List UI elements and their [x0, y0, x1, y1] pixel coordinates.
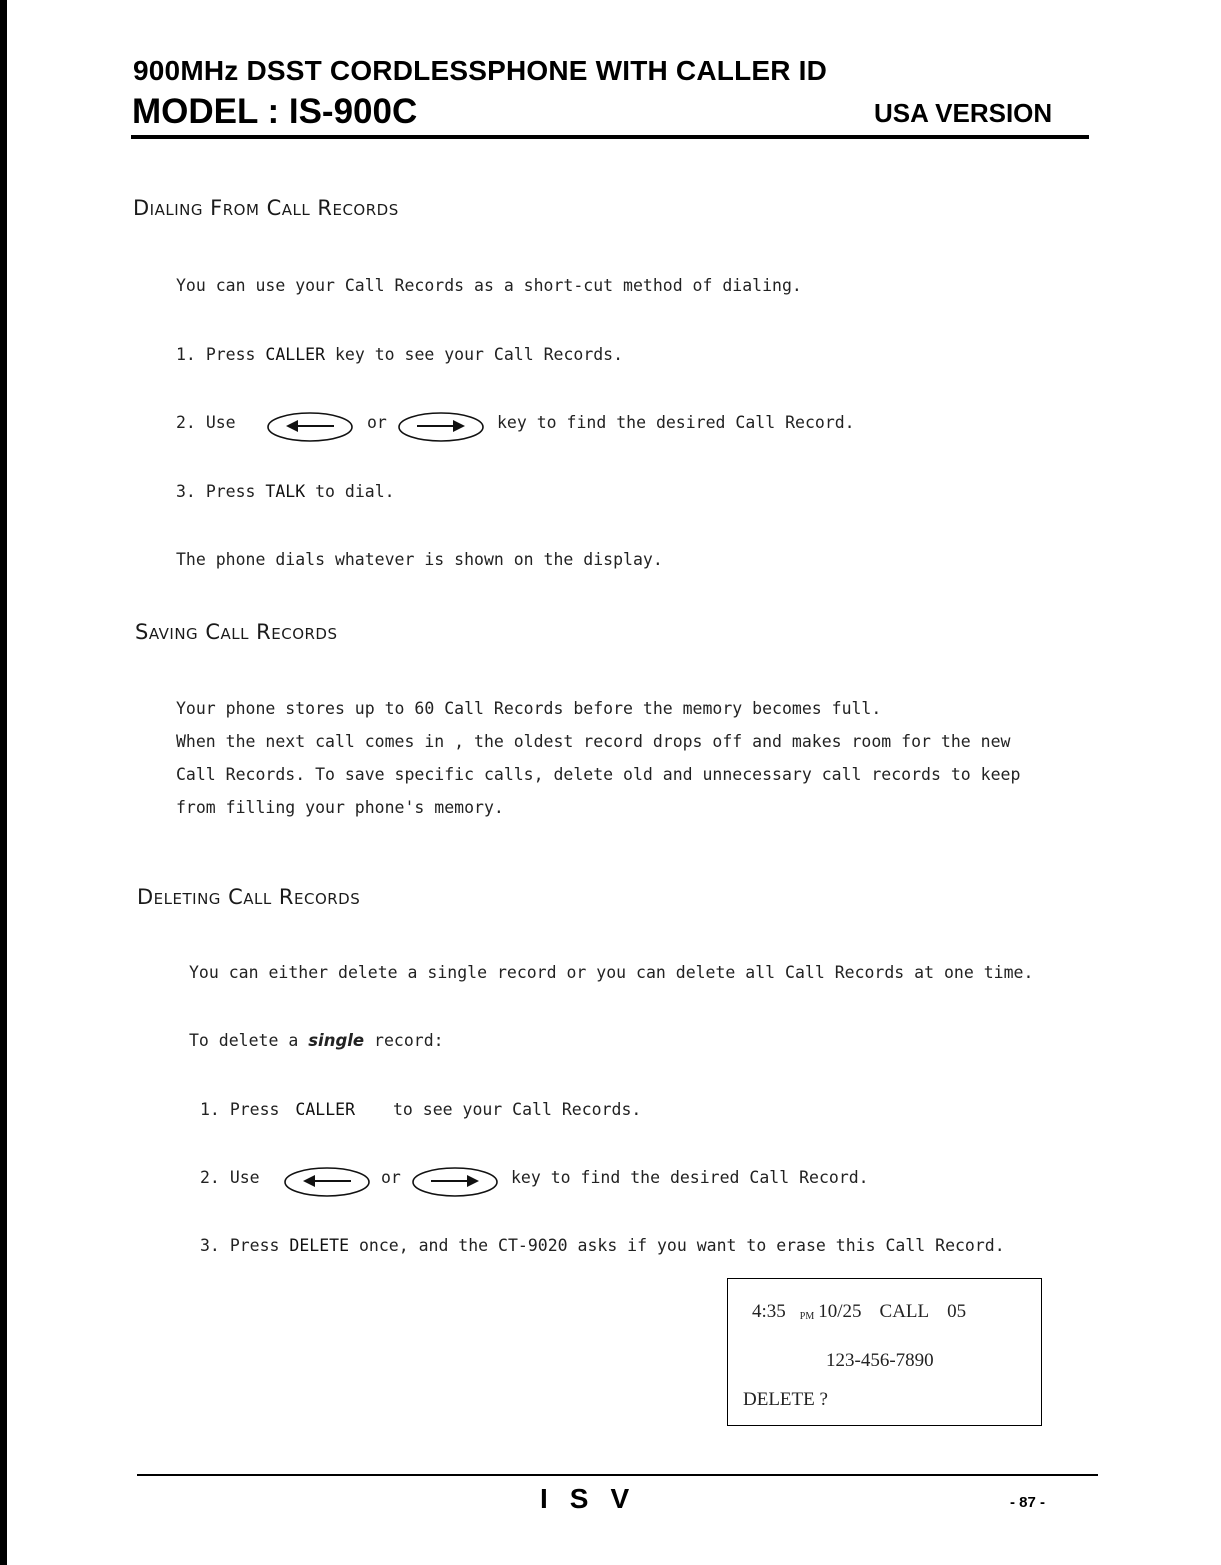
- display-call-label: CALL: [879, 1301, 930, 1322]
- page-number: - 87 -: [1010, 1494, 1046, 1511]
- section-heading-dialing: Dialing From Call Records: [133, 196, 399, 220]
- saving-paragraph: [176, 692, 1020, 824]
- step-text: to see your Call Records.: [392, 1100, 642, 1119]
- deleting-step-2-suffix: key to find the desired Call Record.: [511, 1168, 869, 1187]
- step-number: 3.: [200, 1236, 220, 1255]
- caller-key-label: CALLER: [295, 1100, 356, 1119]
- display-phone-number: 123-456-7890: [826, 1350, 934, 1371]
- step-text: to dial.: [315, 482, 395, 501]
- dialing-step-2-suffix: key to find the desired Call Record.: [497, 413, 855, 432]
- right-arrow-key-icon: [411, 1165, 499, 1199]
- step-number: 1.: [200, 1100, 220, 1119]
- footer-divider: [137, 1474, 1098, 1476]
- display-call-number: 05: [947, 1301, 967, 1322]
- dialing-step-1: [176, 345, 623, 364]
- dialing-intro: You can use your Call Records as a short-cut method of dialing.: [176, 276, 802, 295]
- step-text: Use: [229, 1168, 260, 1187]
- subheading-emphasis: single: [308, 1031, 365, 1050]
- display-ampm: PM: [799, 1311, 815, 1322]
- subheading-text: record:: [374, 1031, 444, 1050]
- step-number: 1.: [176, 345, 196, 364]
- dialing-outro: The phone dials whatever is shown on the display.: [176, 550, 663, 569]
- paragraph-line: Call Records. To save specific calls, delete old and unnecessary call records to keep: [176, 765, 1021, 784]
- step-text: Press: [205, 482, 256, 501]
- model-title: MODEL : IS-900C: [132, 92, 418, 131]
- deleting-step-3: [200, 1236, 1005, 1255]
- display-status-line: [752, 1301, 966, 1323]
- header-divider: [131, 135, 1089, 139]
- left-margin-bar: [0, 0, 7, 1565]
- deleting-subheading: [189, 1031, 444, 1050]
- dialing-step-2-or: or: [367, 413, 387, 432]
- dialing-step-2-prefix: [176, 413, 236, 432]
- deleting-intro: You can either delete a single record or you can delete all Call Records at one time.: [189, 963, 1034, 982]
- left-arrow-key-icon: [283, 1165, 371, 1199]
- talk-key-label: TALK: [265, 482, 306, 501]
- document-title: 900MHz DSST CORDLESSPHONE WITH CALLER ID: [133, 55, 828, 86]
- dialing-step-3: [176, 482, 395, 501]
- subheading-text: To delete a: [189, 1031, 299, 1050]
- deleting-step-1: [200, 1100, 641, 1119]
- step-text: Press: [229, 1236, 280, 1255]
- display-delete-prompt: DELETE ?: [743, 1389, 828, 1410]
- section-heading-saving: Saving Call Records: [135, 620, 338, 644]
- step-text: Press: [229, 1100, 280, 1119]
- step-text: once, and the CT-9020 asks if you want to erase this Call Record.: [358, 1236, 1005, 1255]
- display-time: 4:35: [752, 1301, 786, 1322]
- step-number: 3.: [176, 482, 196, 501]
- deleting-step-2-or: or: [381, 1168, 401, 1187]
- section-heading-deleting: Deleting Call Records: [137, 885, 361, 909]
- footer-brand: ISV: [540, 1483, 652, 1514]
- step-number: 2.: [176, 413, 196, 432]
- deleting-step-2-prefix: [200, 1168, 260, 1187]
- delete-key-label: DELETE: [289, 1236, 350, 1255]
- right-arrow-key-icon: [397, 410, 485, 444]
- step-number: 2.: [200, 1168, 220, 1187]
- caller-key-label: CALLER: [265, 345, 326, 364]
- step-text: Use: [205, 413, 236, 432]
- paragraph-line: Your phone stores up to 60 Call Records before the memory becomes full.: [176, 699, 882, 718]
- step-text: Press: [205, 345, 256, 364]
- paragraph-line: from filling your phone's memory.: [176, 798, 504, 817]
- display-date: 10/25: [818, 1301, 862, 1322]
- paragraph-line: When the next call comes in , the oldest record drops off and makes room for the new: [176, 732, 1011, 751]
- step-text: key to see your Call Records.: [334, 345, 624, 364]
- left-arrow-key-icon: [266, 410, 354, 444]
- phone-display: [727, 1278, 1042, 1426]
- version-label: USA VERSION: [874, 98, 1053, 128]
